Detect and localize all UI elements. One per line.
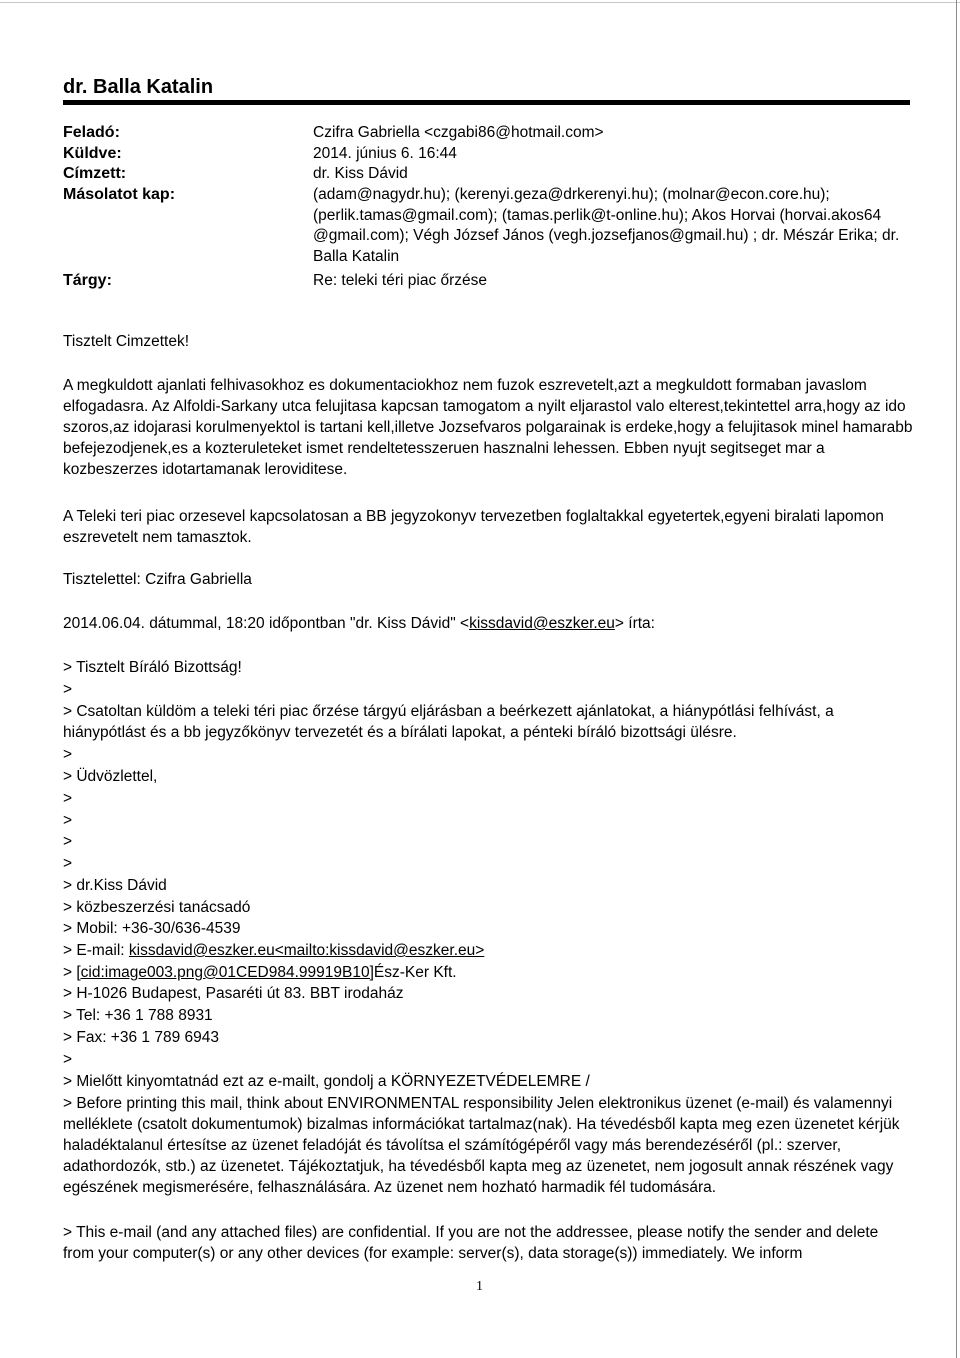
- quoted-sender-name: > dr.Kiss Dávid: [63, 877, 167, 894]
- quoted-cid-link[interactable]: [cid:image003.png@01CED984.99919B10]: [76, 964, 374, 981]
- paragraph-2-text: A Teleki teri piac orzesevel kapcsolatosan a BB jegyzokonyv tervezetben foglaltakkal egyetertek,egyeni biralati lapomon eszrevetelt nem tamasztok.: [63, 508, 884, 546]
- quote-intro-suffix: > írta:: [614, 615, 655, 632]
- cc-line: Balla Katalin: [313, 247, 400, 265]
- quoted-disclaimer-en: [63, 1222, 913, 1264]
- quoted-salutation: > Tisztelt Bíráló Bizottság!: [63, 659, 242, 676]
- quoted-email-link[interactable]: kissdavid@eszker.eu<mailto:kissdavid@eszker.eu>: [128, 942, 485, 959]
- quoted-attachment-paragraph: [63, 701, 913, 743]
- quoted-blank-line: >: [63, 681, 73, 698]
- paragraph-1-text: A megkuldott ajanlati felhivasokhoz es dokumentaciokhoz nem fuzok eszrevetelt,azt a megkuldott formaban javaslom elfogadasra. Az Alfoldi-Sarkany utca felujitasa kapcsan tamogatom a nyilt eljarastol valo elterest,tekintettel arra,hogy az ido szoros,az idojarasi korulmenyektol is tartani kell,illetve Jozsefvaros polgarainak is erdeke,hogy a felujitasok minel hamarabb befejezodjenek,es a kozteruleteket ismet rendeltetesszeruen hasznalni lehessen. Ebben nyujt segitseget mar a kozbeszerzes idotartamanak leroviditese.: [63, 377, 913, 478]
- quoted-disclaimer-hu-text: > Before printing this mail, think about ENVIRONMENTAL responsibility Jelen elektronikus üzenet (e-mail) és valamennyi melléklete (csatolt dokumentumok) bizalmas információkat tartalmaz(nak). Ha tévedésből kapta meg ezen üzenetet kérjük haladéktalanul értesítse az üzenet feladóját és távolítsa el számítógépéről vagy más berendezéséről (pl.: szerver, adathordozók, stb.) az üzenetet. Tájékoztatjuk, ha tévedésből kapta meg az üzenetet, nem jogosult annak részének vagy egészének megismerésére, felhasználására. Az üzenet nem hozható harmadik fél tudomására.: [63, 1095, 900, 1196]
- quoted-email-label: > E-mail:: [63, 942, 129, 959]
- quoted-address: > H-1026 Budapest, Pasaréti út 83. BBT irodaház: [63, 985, 404, 1002]
- quoted-print-notice-hu: > Mielőtt kinyomtatnád ezt az e-mailt, gondolj a KÖRNYEZETVÉDELEMRE /: [63, 1073, 590, 1090]
- cc-label: Másolatot kap:: [63, 186, 176, 203]
- paragraph-1: [63, 375, 913, 480]
- paragraph-2: [63, 506, 913, 548]
- quoted-cid-line: [63, 962, 923, 983]
- cc-value: [313, 185, 913, 267]
- quoted-regards: > Üdvözlettel,: [63, 768, 158, 785]
- quote-intro-text: 2014.06.04. dátummal, 18:20 időpontban "dr. Kiss Dávid" <: [63, 615, 470, 632]
- quoted-email: [63, 940, 923, 961]
- from-label: Feladó:: [63, 124, 120, 141]
- sent-value: 2014. június 6. 16:44: [313, 145, 457, 162]
- quoted-tel: > Tel: +36 1 788 8931: [63, 1007, 213, 1024]
- quoted-disclaimer-hu: [63, 1093, 913, 1198]
- to-label: Címzett:: [63, 165, 127, 182]
- quoted-blank-line: >: [63, 812, 73, 829]
- subject-value: Re: teleki téri piac őrzése: [313, 272, 488, 289]
- quoted-blank-line: >: [63, 1051, 73, 1068]
- quoted-blank-line: >: [63, 855, 73, 872]
- from-value: Czifra Gabriella <czgabi86@hotmail.com>: [313, 124, 604, 141]
- quoted-blank-line: >: [63, 833, 73, 850]
- document-title: dr. Balla Katalin: [63, 76, 214, 98]
- quoted-disclaimer-en-text: > This e-mail (and any attached files) are confidential. If you are not the addressee, please notify the sender and delete from your computer(s) or any other devices (for example: server(s), data storage(s)) immediately. We inform: [63, 1224, 879, 1262]
- quoted-attachment-text: > Csatoltan küldöm a teleki téri piac őrzése tárgyú eljárásban a beérkezett ajánlatokat, a hiánypótlási felhívást, a hiánypótlást és a bb jegyzőkönyv tervezetét és a bírálati lapokat, a pénteki bíráló bizottsági ülésre.: [63, 703, 834, 741]
- scan-top-edge: [0, 2, 960, 3]
- quoted-sender-role: > közbeszerzési tanácsadó: [63, 899, 251, 916]
- quoted-mobile: > Mobil: +36-30/636-4539: [63, 920, 241, 937]
- page-number: 1: [476, 1279, 483, 1294]
- quote-intro: [63, 613, 923, 634]
- signoff: Tisztelettel: Czifra Gabriella: [63, 571, 252, 588]
- sent-label: Küldve:: [63, 145, 122, 162]
- to-value: dr. Kiss Dávid: [313, 165, 408, 182]
- title-underline-rule: [63, 100, 910, 105]
- quoted-blank-line: >: [63, 746, 73, 763]
- quote-intro-email-link[interactable]: kissdavid@eszker.eu: [469, 615, 615, 632]
- quoted-blank-line: >: [63, 790, 73, 807]
- scan-right-edge: [956, 0, 957, 1358]
- cc-line: (perlik.tamas@gmail.com); (tamas.perlik@t-online.hu); Akos Horvai (horvai.akos64: [313, 206, 882, 224]
- quoted-company-name: Ész-Ker Kft.: [373, 964, 457, 981]
- subject-label: Tárgy:: [63, 272, 112, 289]
- quoted-fax: > Fax: +36 1 789 6943: [63, 1029, 219, 1046]
- quoted-cid-prefix: >: [63, 964, 77, 981]
- cc-line: @gmail.com); Végh József János (vegh.jozsefjanos@gmail.hu) ; dr. Mészár Erika; dr.: [313, 227, 900, 244]
- greeting: Tisztelt Cimzettek!: [63, 333, 190, 350]
- cc-line: (adam@nagydr.hu); (kerenyi.geza@drkerenyi.hu); (molnar@econ.core.hu);: [313, 186, 830, 203]
